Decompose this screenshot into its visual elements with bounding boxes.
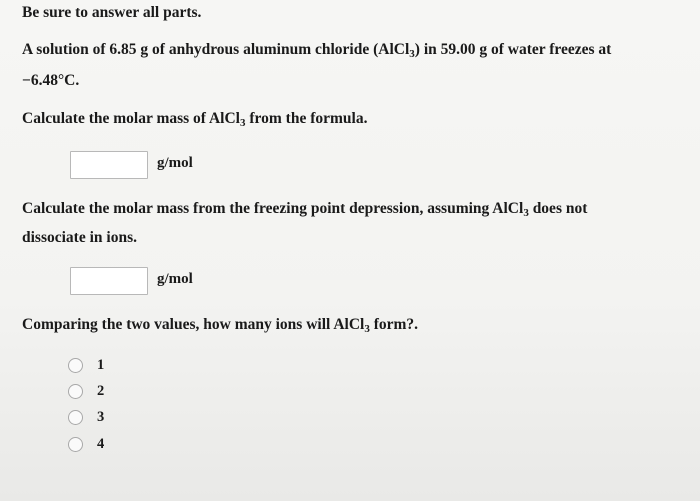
option-label: 3: [97, 408, 105, 425]
option-label: 4: [97, 435, 105, 452]
radio-button[interactable]: [68, 437, 83, 452]
problem-statement-line2: −6.48°C.: [22, 72, 80, 89]
question-2-text-line2: dissociate in ions.: [22, 229, 137, 246]
option-label: 2: [97, 382, 105, 399]
radio-button[interactable]: [68, 410, 83, 425]
question-2-text-line1: Calculate the molar mass from the freezing point depression, assuming AlCl$_3$ does not: [22, 200, 588, 219]
option-label: 1: [97, 356, 105, 373]
instruction-text: Be sure to answer all parts.: [22, 4, 202, 21]
molar-mass-fpd-unit: g/mol: [157, 271, 193, 287]
molar-mass-formula-input[interactable]: [70, 151, 148, 179]
molar-mass-fpd-input[interactable]: [70, 267, 148, 295]
ion-count-option-1[interactable]: [68, 354, 104, 376]
radio-button[interactable]: [68, 384, 83, 399]
ion-count-option-2[interactable]: [68, 380, 104, 402]
question-1-text: Calculate the molar mass of AlCl$_3$ from the formula.: [22, 110, 368, 129]
ion-count-option-3[interactable]: [68, 406, 104, 428]
problem-statement-line1: A solution of 6.85 g of anhydrous aluminum chloride (AlCl$_3$) in 59.00 g of water freezes at: [22, 41, 612, 60]
radio-button[interactable]: [68, 358, 83, 373]
ion-count-option-4[interactable]: [68, 433, 104, 455]
molar-mass-formula-unit: g/mol: [157, 155, 193, 171]
question-3-text: Comparing the two values, how many ions will AlCl$_3$ form?.: [22, 316, 419, 335]
